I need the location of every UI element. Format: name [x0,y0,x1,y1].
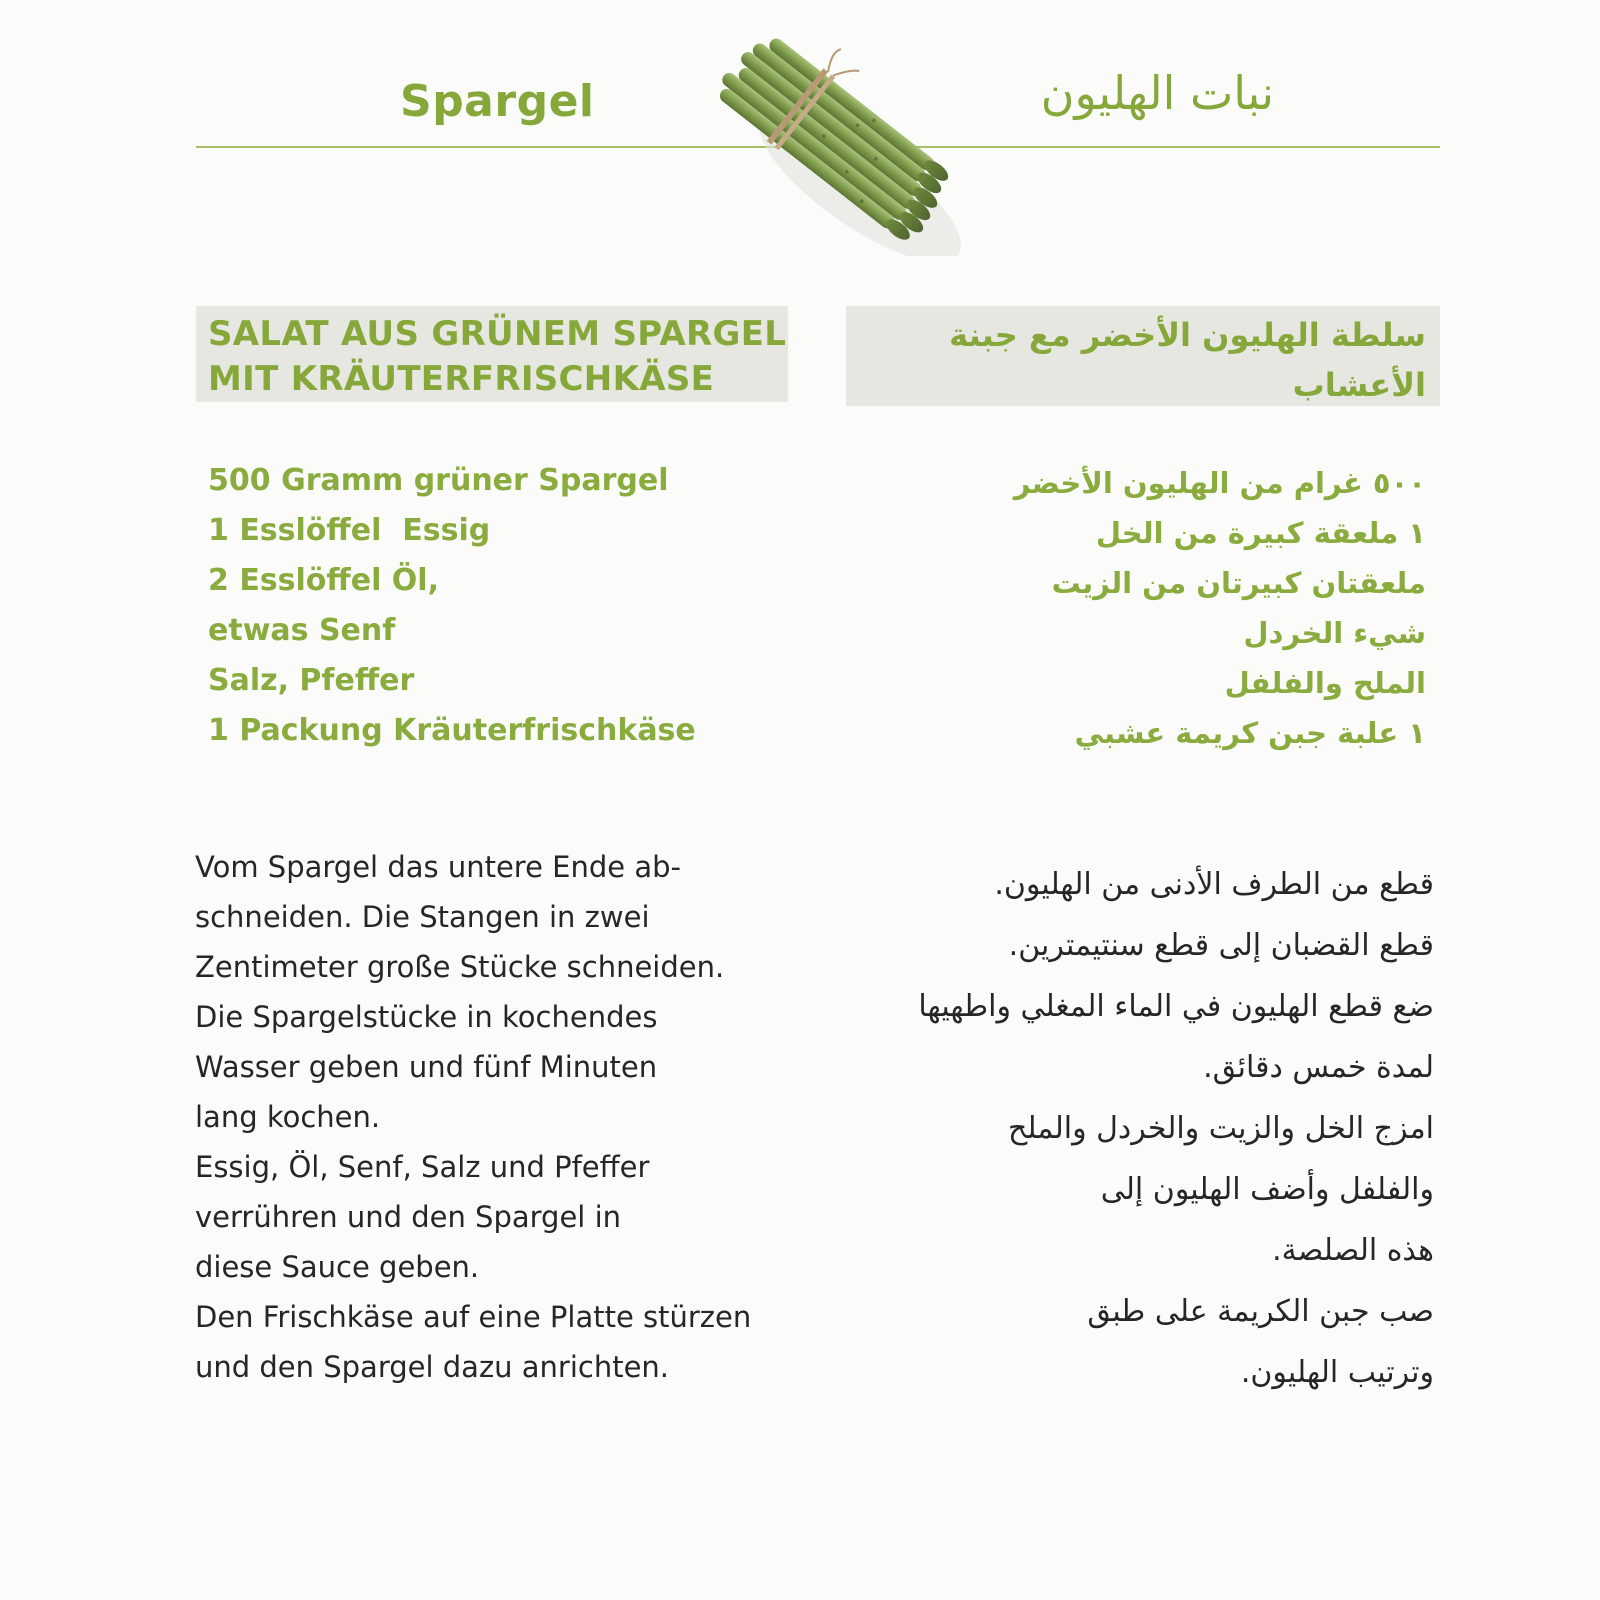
recipe-title-german-line1: SALAT AUS GRÜNEM SPARGEL [208,314,787,354]
header-title-german: Spargel [400,76,595,127]
recipe-title-german [208,312,808,402]
instruction-line: Den Frischkäse auf eine Platte stürzen [195,1300,752,1334]
instruction-line: Die Spargelstücke in kochendes [195,1000,658,1034]
instruction-line: und den Spargel dazu anrichten. [195,1350,670,1384]
instruction-line: Wasser geben und fünf Minuten [195,1050,658,1084]
instruction-line: وترتيب الهليون. [1240,1355,1434,1390]
ingredient-item: Salz, Pfeffer [208,663,415,698]
ingredient-item: 500 Gramm grüner Spargel [208,463,669,498]
instruction-line: قطع من الطرف الأدنى من الهليون. [994,867,1434,902]
instruction-line: diese Sauce geben. [195,1250,480,1284]
instruction-line: schneiden. Die Stangen in zwei [195,900,650,934]
instruction-line: ضع قطع الهليون في الماء المغلي واطهيها [918,989,1434,1024]
instruction-line: Zentimeter große Stücke schneiden. [195,950,725,984]
ingredient-item: ١ علبة جبن كريمة عشبي [1074,716,1426,750]
ingredients-list-german [208,456,696,756]
instruction-line: Vom Spargel das untere Ende ab- [195,850,681,884]
ingredient-item: ١ ملعقة كبيرة من الخل [1095,516,1426,550]
instruction-line: لمدة خمس دقائق. [1203,1050,1434,1085]
instructions-german [195,842,751,1392]
instruction-line: صب جبن الكريمة على طبق [1087,1294,1434,1329]
instructions-arabic [874,854,1434,1403]
ingredient-item: etwas Senf [208,613,396,648]
ingredient-item: شيء الخردل [1243,616,1426,650]
instruction-line: والفلفل وأضف الهليون إلى [1100,1172,1434,1207]
instruction-line: Essig, Öl, Senf, Salz und Pfeffer [195,1150,650,1184]
instruction-line: امزج الخل والزيت والخردل والملح [1008,1111,1434,1146]
header-title-arabic: نبات الهليون [1040,66,1274,120]
ingredient-item: ٥٠٠ غرام من الهليون الأخضر [1013,466,1426,500]
ingredient-item: الملح والفلفل [1224,666,1426,700]
ingredient-item: 1 Packung Kräuterfrischkäse [208,713,696,748]
recipe-title-arabic-line1: سلطة الهليون الأخضر مع جبنة [949,316,1426,354]
ingredients-list-arabic [866,458,1426,758]
recipe-title-german-line2: MIT KRÄUTERFRISCHKÄSE [208,359,715,399]
instruction-line: قطع القضبان إلى قطع سنتيمترين. [1008,928,1434,963]
instruction-line: هذه الصلصة. [1272,1233,1434,1268]
instruction-line: lang kochen. [195,1100,381,1134]
asparagus-bundle-image [700,36,970,256]
ingredient-item: 1 Esslöffel Essig [208,513,491,548]
recipe-title-arabic-line2: الأعشاب [1292,366,1426,404]
ingredient-item: 2 Esslöffel Öl, [208,563,439,598]
ingredient-item: ملعقتان كبيرتان من الزيت [1051,566,1426,600]
instruction-line: verrühren und den Spargel in [195,1200,622,1234]
recipe-title-arabic [866,310,1426,410]
